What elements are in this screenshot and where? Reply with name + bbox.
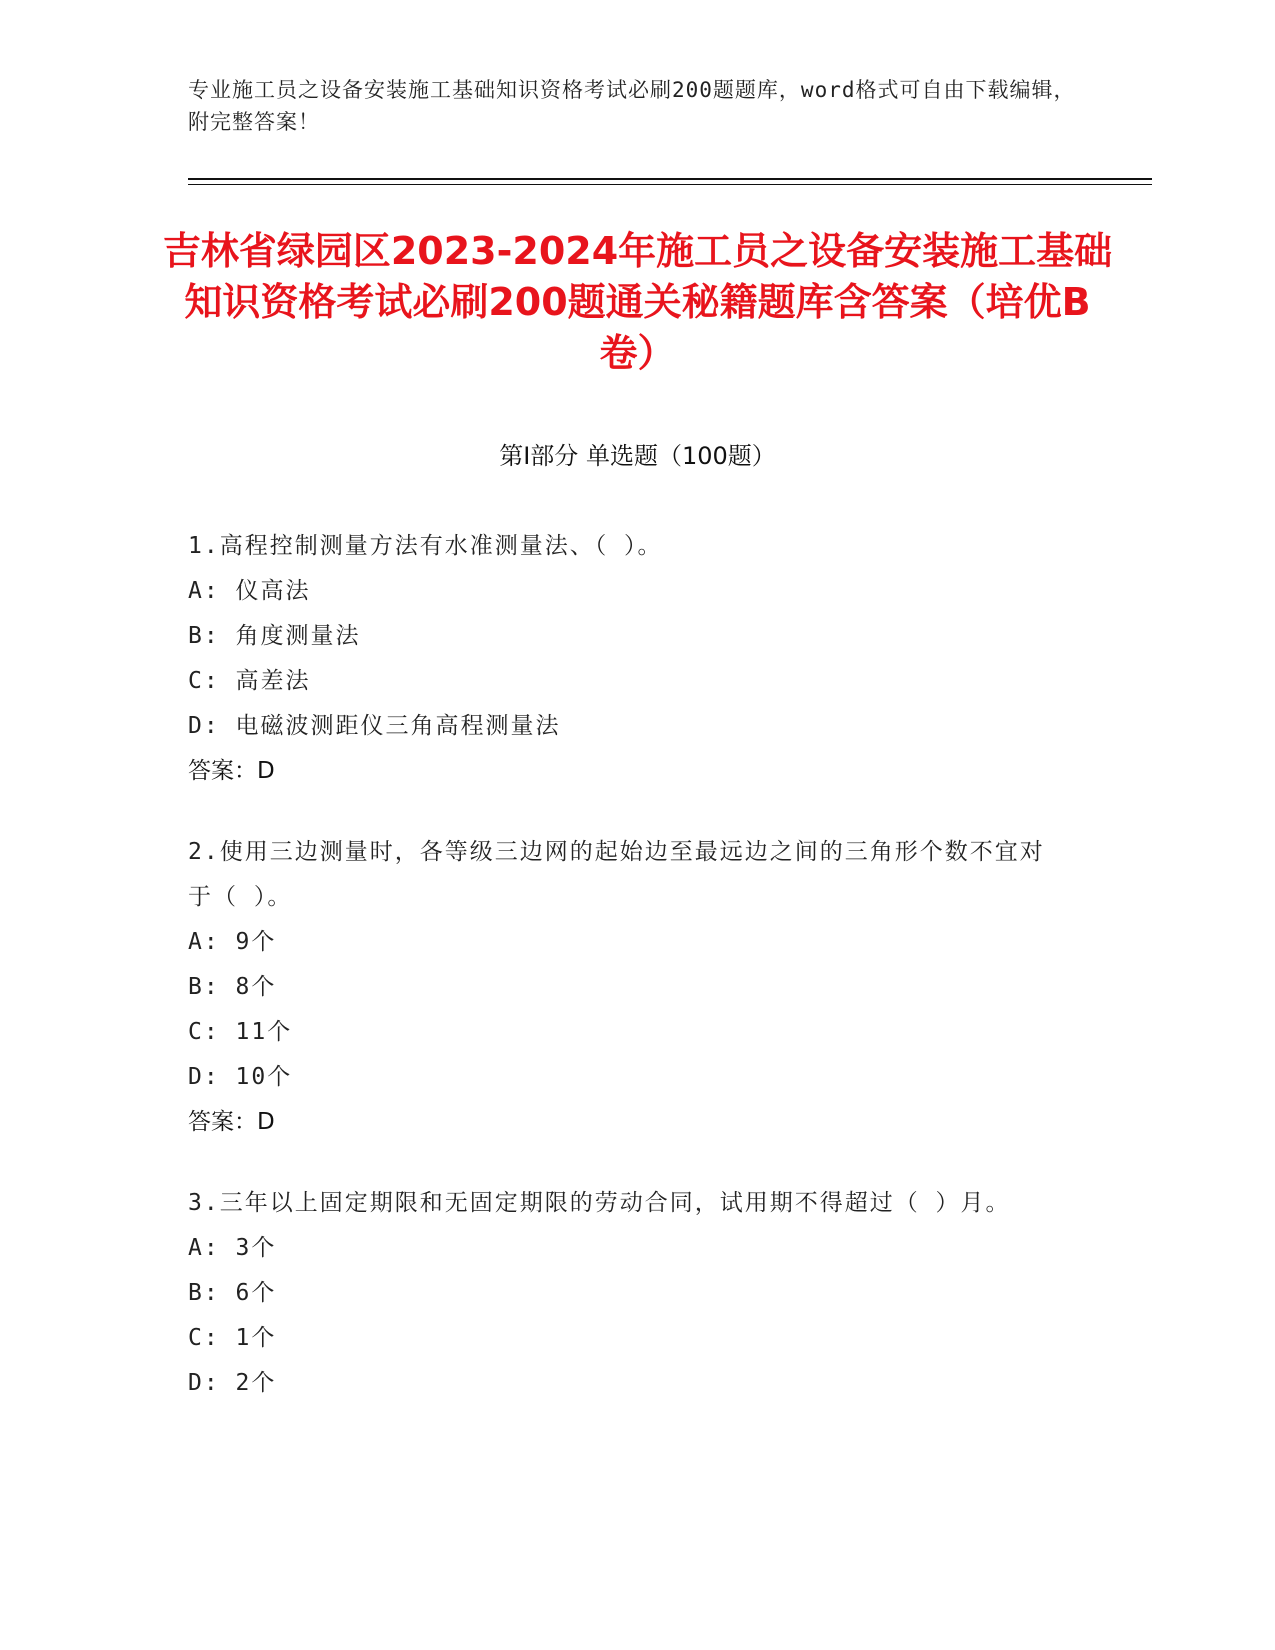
option-d: D: 电磁波测距仪三角高程测量法 <box>188 713 561 739</box>
header-divider-thin <box>188 184 1152 185</box>
option-d: D: 2个 <box>188 1370 277 1396</box>
option-c: C: 1个 <box>188 1325 277 1351</box>
option-c: C: 11个 <box>188 1019 293 1045</box>
section-title: 第Ⅰ部分 单选题（100题） <box>499 442 776 470</box>
answer-line: 答案：D <box>188 758 275 784</box>
question-2 <box>188 830 1068 1145</box>
option-b: B: 6个 <box>188 1280 277 1306</box>
question-3 <box>188 1181 1068 1406</box>
question-stem: 3.三年以上固定期限和无固定期限的劳动合同，试用期不得超过（ ）月。 <box>188 1190 1011 1216</box>
option-a: A: 9个 <box>188 929 277 955</box>
option-d: D: 10个 <box>188 1064 293 1090</box>
option-b: B: 8个 <box>188 974 277 1000</box>
header-divider-thick <box>188 178 1152 180</box>
option-b: B: 角度测量法 <box>188 623 361 649</box>
answer-line: 答案：D <box>188 1109 275 1135</box>
document-title: 吉林省绿园区2023-2024年施工员之设备安装施工基础知识资格考试必刷200题通关秘籍题库含答案（培优B卷） <box>162 229 1113 375</box>
option-c: C: 高差法 <box>188 668 311 694</box>
question-list <box>188 524 1068 1442</box>
option-a: A: 3个 <box>188 1235 277 1261</box>
question-1 <box>188 524 1068 794</box>
question-stem: 1.高程控制测量方法有水准测量法、（ ）。 <box>188 533 663 559</box>
question-stem: 2.使用三边测量时，各等级三边网的起始边至最远边之间的三角形个数不宜对于（ ）。 <box>188 839 1045 910</box>
option-a: A: 仪高法 <box>188 578 311 604</box>
header-note: 专业施工员之设备安装施工基础知识资格考试必刷200题题库，word格式可自由下载编辑，附完整答案！ <box>188 78 1076 134</box>
